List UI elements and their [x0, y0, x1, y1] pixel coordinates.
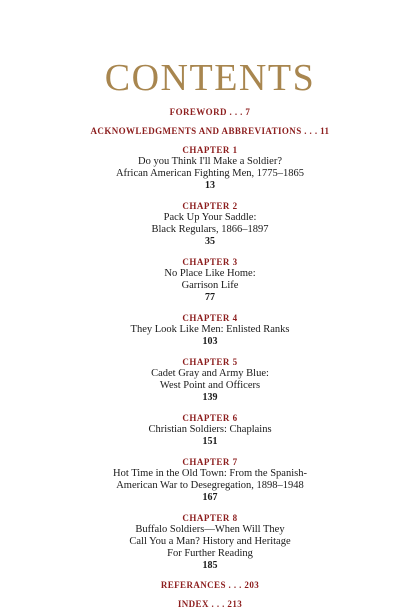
chapter-title-line: Call You a Man? History and Heritage	[129, 536, 291, 547]
chapter-title-line: Buffalo Soldiers—When Will They	[135, 524, 285, 535]
chapter-title-line: Black Regulars, 1866–1897	[151, 224, 269, 235]
chapter-heading: CHAPTER 2	[182, 201, 238, 211]
chapter-heading: CHAPTER 4	[182, 313, 238, 323]
chapter-page-number: 139	[202, 392, 218, 403]
chapter-heading: CHAPTER 7	[182, 457, 238, 467]
toc-chapter	[0, 256, 420, 304]
chapter-title-line: No Place Like Home:	[164, 268, 256, 279]
chapter-page-number: 151	[202, 436, 218, 447]
toc-chapter	[0, 356, 420, 404]
chapter-heading: CHAPTER 6	[182, 413, 238, 423]
toc-chapter	[0, 312, 420, 348]
toc-chapter	[0, 512, 420, 572]
toc-entries	[0, 106, 420, 610]
chapter-page-number: 103	[202, 336, 218, 347]
chapter-title-line: For Further Reading	[167, 548, 253, 559]
chapter-heading: CHAPTER 5	[182, 357, 238, 367]
page-title: CONTENTS	[104, 57, 316, 99]
toc-chapter	[0, 456, 420, 504]
chapter-title-line: They Look Like Men: Enlisted Ranks	[130, 324, 290, 335]
chapter-title-line: Garrison Life	[181, 280, 239, 291]
toc-acknowledgments: ACKNOWLEDGMENTS AND ABBREVIATIONS . . . 11	[90, 126, 330, 136]
chapter-page-number: 167	[202, 492, 218, 503]
chapter-title-line: Do you Think I'll Make a Soldier?	[137, 156, 282, 167]
chapter-title-line: American War to Desegregation, 1898–1948	[116, 480, 304, 491]
toc-chapter	[0, 144, 420, 192]
chapter-heading: CHAPTER 8	[182, 513, 238, 523]
chapter-title-line: African American Fighting Men, 1775–1865	[115, 168, 305, 179]
toc-index: INDEX . . . 213	[177, 599, 243, 609]
toc-chapter	[0, 200, 420, 248]
chapter-title-line: Pack Up Your Saddle:	[163, 212, 257, 223]
toc-back-matter	[0, 579, 420, 610]
toc-foreword: FOREWORD . . . 7	[169, 107, 251, 117]
toc-chapter	[0, 412, 420, 448]
toc-references: REFERANCES . . . 203	[160, 580, 260, 590]
chapter-heading: CHAPTER 3	[182, 257, 238, 267]
chapter-title-line: Cadet Gray and Army Blue:	[151, 368, 269, 379]
chapter-title-line: Hot Time in the Old Town: From the Spanish-	[113, 468, 307, 479]
toc-chapters	[0, 144, 420, 572]
chapter-page-number: 185	[202, 560, 218, 571]
chapter-heading: CHAPTER 1	[182, 145, 238, 155]
chapter-title-line: Christian Soldiers: Chaplains	[148, 424, 272, 435]
chapter-page-number: 77	[205, 292, 215, 303]
chapter-title-line: West Point and Officers	[159, 380, 261, 391]
chapter-page-number: 35	[205, 236, 215, 247]
chapter-page-number: 13	[205, 180, 215, 191]
